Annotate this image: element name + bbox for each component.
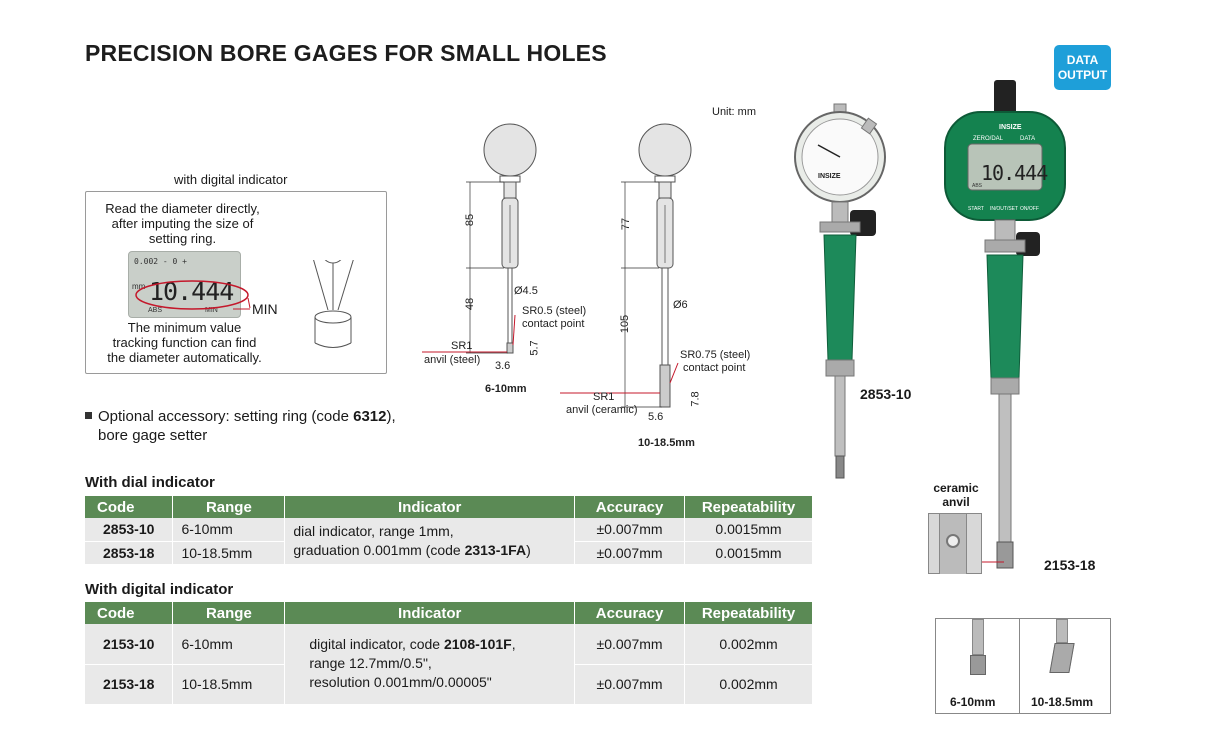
digital-button-onoff: ON/OFF	[1020, 206, 1039, 212]
col-repeatability: Repeatability	[685, 496, 813, 518]
cell-range: 6-10mm	[173, 624, 285, 664]
cell-code: 2853-18	[85, 541, 173, 564]
cell-range: 10-18.5mm	[173, 664, 285, 704]
accessory-text-suffix: ),	[386, 408, 396, 425]
anvil-label-small: 6-10mm	[950, 695, 996, 709]
technical-drawing	[420, 115, 770, 435]
ceramic-anvil-inset	[928, 513, 982, 574]
col-code: Code	[85, 496, 173, 518]
dim-right-mid: 105	[619, 314, 632, 334]
dial-brand-text: INSIZE	[818, 173, 841, 180]
dim-left-contact: contact point	[522, 318, 585, 330]
cell-range: 6-10mm	[173, 518, 285, 541]
indicator-line-3: resolution 0.001mm/0.00005"	[309, 674, 492, 691]
digital-button-zero: ZERO/DAL	[973, 136, 1004, 142]
digital-spec-table	[85, 602, 813, 705]
dial-spec-table	[85, 496, 813, 565]
dim-right-width: 5.6	[648, 411, 664, 423]
badge-line-2: OUTPUT	[1057, 68, 1108, 82]
cell-repeatability: 0.0015mm	[685, 541, 813, 564]
cell-repeatability: 0.0015mm	[685, 518, 813, 541]
digital-lcd-abs: ABS	[972, 183, 983, 189]
bullet-square-icon	[85, 412, 92, 419]
col-range: Range	[173, 496, 285, 518]
dim-right-top: 77	[620, 217, 633, 231]
dim-right-sr-anvil: SR1	[593, 391, 615, 403]
indicator-code: 2108-101F	[443, 636, 512, 653]
lcd-value: 10.444	[149, 277, 234, 306]
indicator-text: graduation 0.001mm (code	[293, 541, 465, 558]
table-row	[85, 624, 813, 664]
cell-code: 2153-10	[85, 624, 173, 664]
accessory-code: 6312	[353, 408, 387, 425]
col-accuracy: Accuracy	[575, 602, 685, 624]
text-line: Read the diameter directly,	[105, 201, 260, 216]
model-label-digital: 2153-18	[1044, 557, 1096, 573]
cell-range: 10-18.5mm	[173, 541, 285, 564]
cell-accuracy: ±0.007mm	[575, 541, 685, 564]
dim-right-diameter: Ø6	[673, 299, 688, 311]
dim-left-height: 5.7	[528, 340, 541, 356]
digital-button-inout: IN/OUT/SET	[990, 206, 1019, 212]
lcd-min-text: MIN	[205, 307, 218, 314]
digital-panel-caption: with digital indicator	[174, 172, 288, 187]
lcd-abs-text: ABS	[148, 307, 163, 314]
cell-accuracy: ±0.007mm	[575, 518, 685, 541]
digital-brand-text: INSIZE	[999, 124, 1022, 131]
ceramic-label-line: ceramic	[933, 481, 979, 495]
cell-code: 2853-10	[85, 518, 173, 541]
text-line: setting ring.	[148, 231, 217, 246]
indicator-line-2: range 12.7mm/0.5",	[309, 655, 432, 672]
cell-repeatability: 0.002mm	[685, 624, 813, 664]
accessory-line-2: bore gage setter	[98, 427, 208, 444]
col-indicator: Indicator	[285, 496, 575, 518]
table-header-row	[85, 496, 813, 518]
digital-panel-text-bottom	[92, 320, 277, 365]
text-line: the diameter automatically.	[107, 350, 262, 365]
indicator-line-1	[309, 635, 568, 654]
min-callout-label: MIN	[252, 301, 278, 317]
text-line: tracking function can find	[112, 335, 257, 350]
unit-label: Unit: mm	[712, 106, 756, 118]
accessory-text: Optional accessory: setting ring (code	[98, 408, 354, 425]
indicator-line-2	[293, 541, 568, 560]
table-row	[85, 518, 813, 541]
dim-right-height: 7.8	[689, 391, 702, 407]
digital-panel-text-top	[90, 201, 275, 246]
dial-table-title: With dial indicator	[85, 474, 215, 491]
anvil-label-large: 10-18.5mm	[1031, 695, 1094, 709]
col-repeatability: Repeatability	[685, 602, 813, 624]
badge-line-1: DATA	[1066, 53, 1099, 67]
col-range: Range	[173, 602, 285, 624]
cell-code: 2153-18	[85, 664, 173, 704]
dim-left-anvil: anvil (steel)	[424, 354, 481, 366]
ceramic-callout-line	[982, 540, 1012, 570]
dim-left-mid: 48	[464, 297, 477, 311]
indicator-suffix: )	[526, 541, 531, 558]
lcd-scale-text: 0.002 - 0 +	[134, 257, 187, 266]
dim-left-top: 85	[464, 213, 477, 227]
lcd-mm-text: mm	[132, 282, 146, 291]
ceramic-anvil-label	[929, 481, 983, 509]
dim-left-width: 3.6	[495, 360, 511, 372]
page-title: PRECISION BORE GAGES FOR SMALL HOLES	[85, 40, 607, 66]
optional-accessory-note	[85, 407, 396, 445]
indicator-text: digital indicator, code	[309, 636, 444, 653]
cell-repeatability: 0.002mm	[685, 664, 813, 704]
digital-button-start: START	[968, 206, 984, 212]
dim-right-sr-contact: SR0.75 (steel)	[680, 349, 751, 361]
dim-right-anvil: anvil (ceramic)	[566, 404, 638, 416]
cell-indicator	[285, 624, 575, 704]
indicator-line-1: dial indicator, range 1mm,	[293, 522, 454, 539]
dim-left-diameter: Ø4.5	[514, 285, 538, 297]
dim-right-contact: contact point	[683, 362, 746, 374]
dial-gage-illustration	[795, 104, 885, 478]
cell-indicator	[285, 518, 575, 564]
digital-table-title: With digital indicator	[85, 581, 234, 598]
indicator-code: 2313-1FA	[464, 541, 527, 558]
table-header-row	[85, 602, 813, 624]
digital-lcd-value: 10.444	[981, 161, 1048, 185]
cell-accuracy: ±0.007mm	[575, 664, 685, 704]
text-line: The minimum value	[127, 320, 242, 335]
ceramic-label-line: anvil	[942, 495, 970, 509]
digital-button-data: DATA	[1020, 136, 1036, 142]
col-accuracy: Accuracy	[575, 496, 685, 518]
indicator-suffix: ,	[511, 636, 516, 653]
col-code: Code	[85, 602, 173, 624]
dim-left-sr-anvil: SR1	[451, 340, 473, 352]
dim-left-sr-contact: SR0.5 (steel)	[522, 305, 587, 317]
drawing-right-label: 10-18.5mm	[638, 437, 695, 449]
text-line: after imputing the size of	[111, 216, 254, 231]
drawing-left-label: 6-10mm	[485, 383, 527, 395]
model-label-dial: 2853-10	[860, 386, 912, 402]
col-indicator: Indicator	[285, 602, 575, 624]
cell-accuracy: ±0.007mm	[575, 624, 685, 664]
